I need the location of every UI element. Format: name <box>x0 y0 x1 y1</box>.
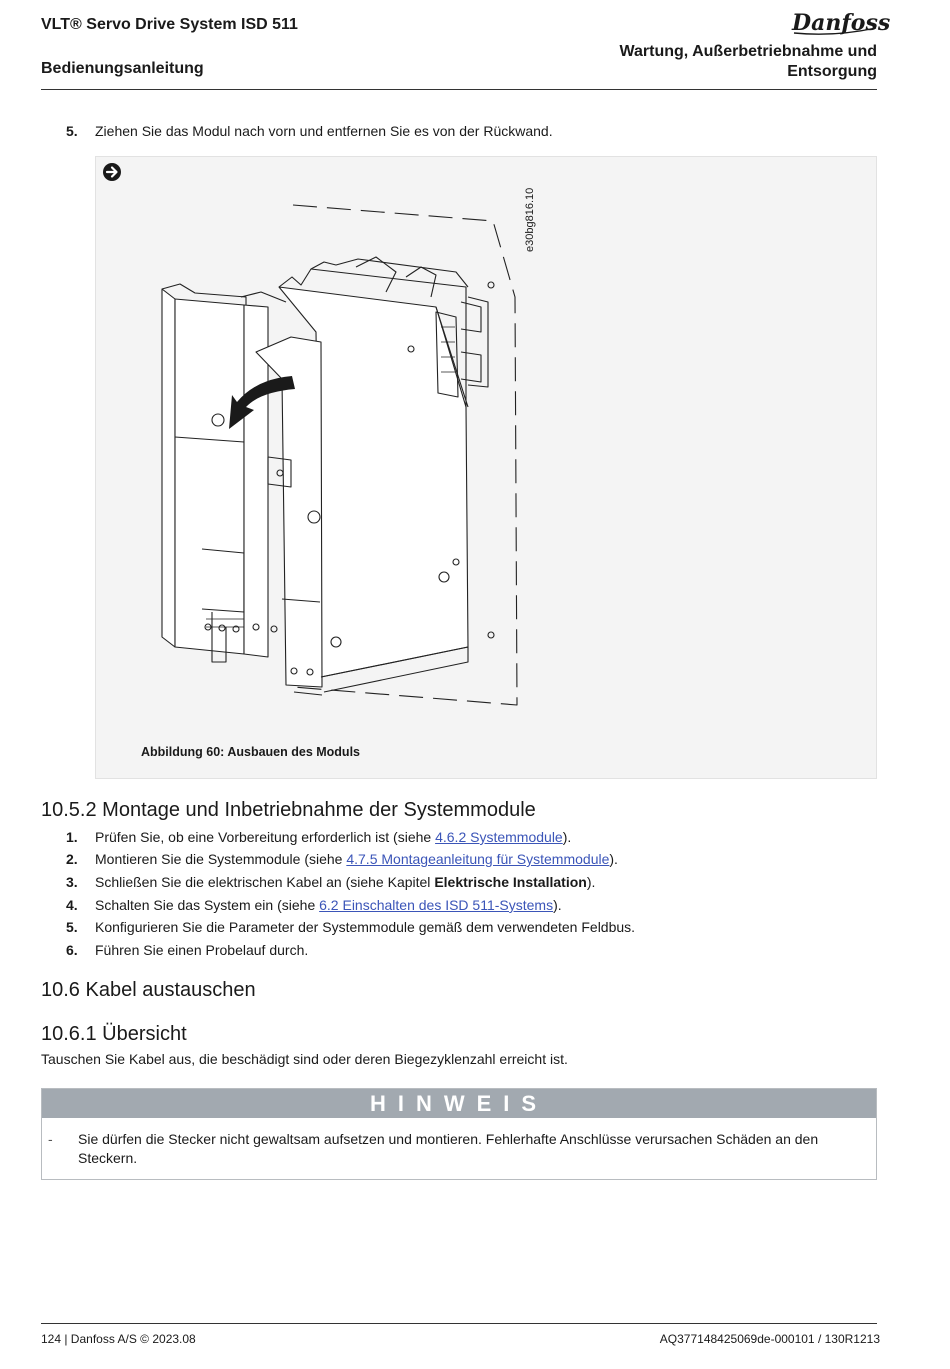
note-text: Sie dürfen die Stecker nicht gewaltsam aufsetzen und montieren. Fehlerhafte Anschlüsse verursachen Schäden an den Steckern. <box>78 1131 819 1166</box>
footer-rule <box>41 1323 877 1324</box>
danfoss-logo-text: Danfoss <box>792 10 891 36</box>
header-rule <box>41 89 877 90</box>
link-4-6-2[interactable]: 4.6.2 Systemmodule <box>435 829 563 845</box>
step-text-end: ). <box>586 874 596 890</box>
figure-image-code: e30bg816.10 <box>524 187 536 252</box>
step-number: 1. <box>66 829 78 845</box>
header-product-title: VLT® Servo Drive System ISD 511 <box>41 16 298 33</box>
footer-doc-id: AQ377148425069de-000101 / 130R1213 <box>659 1332 880 1346</box>
section-title-10-6-1: 10.6.1 Übersicht <box>41 1023 187 1045</box>
step-number: 6. <box>66 942 78 958</box>
step-number: 5. <box>66 919 78 935</box>
danfoss-logo <box>790 6 891 38</box>
step-5 <box>66 122 553 140</box>
list-item <box>66 873 595 891</box>
step-number: 5. <box>66 123 78 139</box>
list-item <box>66 896 562 914</box>
link-6-2[interactable]: 6.2 Einschalten des ISD 511-Systems <box>319 897 554 913</box>
section-intro-text: Tauschen Sie Kabel aus, die beschädigt sind oder deren Biegezyklenzahl erreicht ist. <box>41 1051 568 1067</box>
step-text: Konfigurieren Sie die Parameter der Systemmodule gemäß dem verwendeten Feldbus. <box>95 919 636 935</box>
figure-caption: Abbildung 60: Ausbauen des Moduls <box>141 745 360 759</box>
note-box <box>41 1088 877 1180</box>
step-text: Schalten Sie das System ein (siehe <box>95 897 320 913</box>
list-item <box>66 941 308 959</box>
header-document-type: Bedienungsanleitung <box>41 60 204 77</box>
list-item <box>66 828 571 846</box>
section-title-10-6: 10.6 Kabel austauschen <box>41 979 256 1001</box>
step-text-end: ). <box>553 897 562 913</box>
note-heading: HINWEIS <box>42 1089 876 1118</box>
step-text: Schließen Sie die elektrischen Kabel an (siehe Kapitel <box>95 874 435 890</box>
step-number: 3. <box>66 874 78 890</box>
step-number: 4. <box>66 897 78 913</box>
link-4-7-5[interactable]: 4.7.5 Montageanleitung für Systemmodule <box>346 851 610 867</box>
module-removal-drawing <box>96 157 878 780</box>
header-chapter-line2: Entsorgung <box>787 63 877 80</box>
list-item <box>66 850 618 868</box>
list-item <box>66 918 635 936</box>
footer-page-info: 124 | Danfoss A/S © 2023.08 <box>41 1332 196 1346</box>
note-bullet: - <box>48 1131 53 1147</box>
step-text-end: ). <box>562 829 572 845</box>
figure-60 <box>95 156 877 779</box>
header-chapter-line1: Wartung, Außerbetriebnahme und <box>619 43 877 60</box>
step-text: Ziehen Sie das Modul nach vorn und entfernen Sie es von der Rückwand. <box>95 123 553 139</box>
chapter-reference: Elektrische Installation <box>434 874 587 890</box>
step-text: Führen Sie einen Probelauf durch. <box>95 942 309 958</box>
step-number: 2. <box>66 851 78 867</box>
section-title-10-5-2: 10.5.2 Montage und Inbetriebnahme der Systemmodule <box>41 799 536 821</box>
step-text-end: ). <box>609 851 618 867</box>
header-chapter-title <box>557 42 877 82</box>
step-text: Prüfen Sie, ob eine Vorbereitung erforderlich ist (siehe <box>95 829 436 845</box>
arrow-right-circle-icon <box>103 163 121 181</box>
step-text: Montieren Sie die Systemmodule (siehe <box>95 851 347 867</box>
